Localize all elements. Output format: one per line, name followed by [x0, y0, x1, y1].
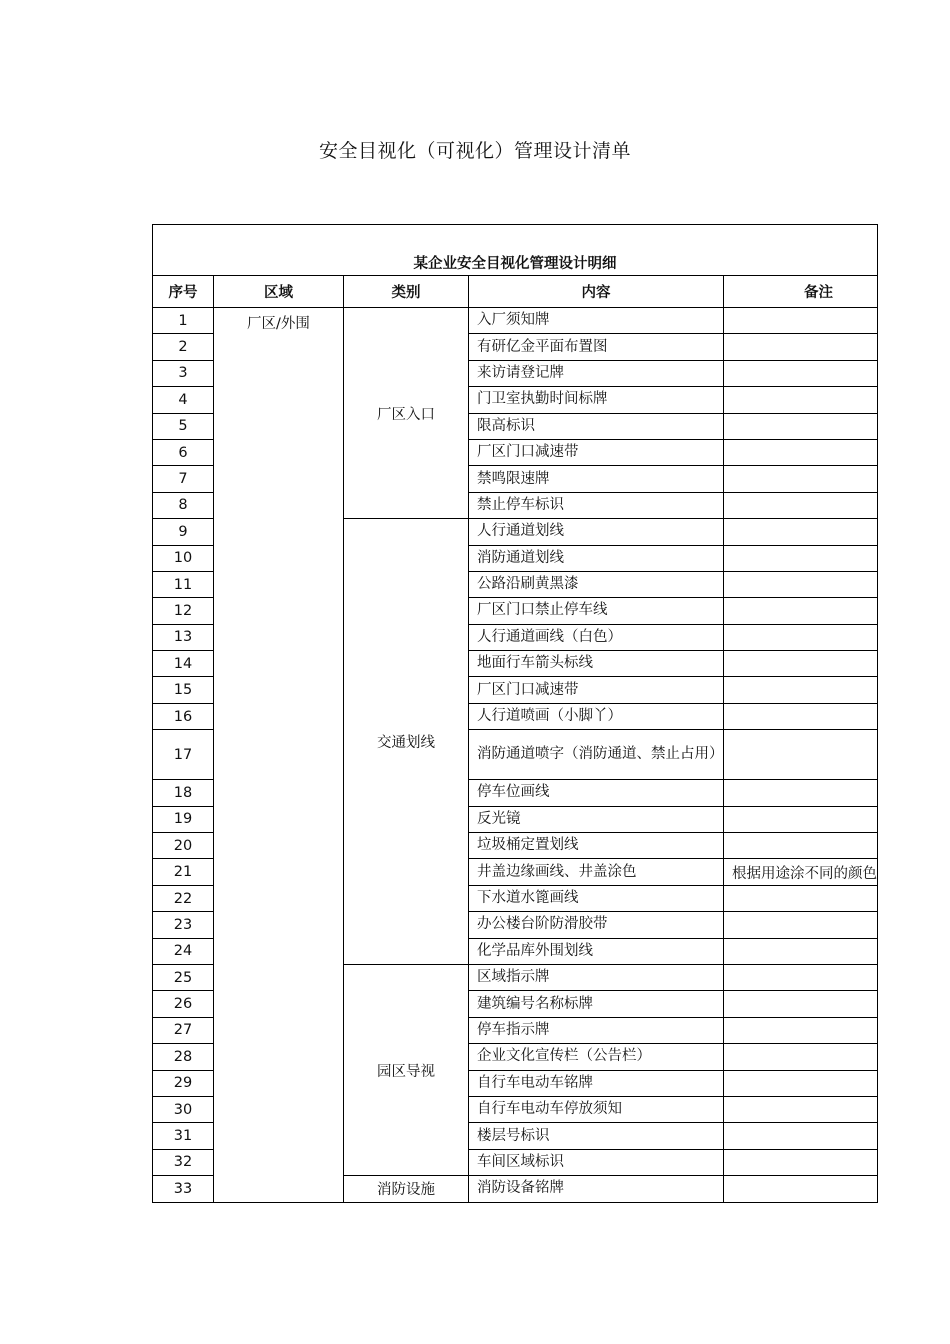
row-number: 23: [153, 912, 214, 938]
content-cell: 门卫室执勤时间标牌: [469, 387, 724, 413]
row-number: 15: [153, 677, 214, 703]
note-cell: [724, 360, 878, 386]
note-cell: [724, 413, 878, 439]
row-number: 33: [153, 1176, 214, 1202]
header-content: 内容: [469, 276, 724, 308]
content-cell: 人行通道画线（白色）: [469, 624, 724, 650]
content-cell: 限高标识: [469, 413, 724, 439]
content-cell: 办公楼台阶防滑胶带: [469, 912, 724, 938]
row-number: 32: [153, 1149, 214, 1175]
table-caption: 某企业安全目视化管理设计明细: [153, 225, 878, 276]
note-cell: [724, 598, 878, 624]
note-cell: [724, 730, 878, 780]
row-number: 16: [153, 703, 214, 729]
table-row: [153, 308, 878, 334]
content-cell: 禁鸣限速牌: [469, 466, 724, 492]
content-cell: 自行车电动车铭牌: [469, 1070, 724, 1096]
content-cell: 厂区门口减速带: [469, 677, 724, 703]
category-cell: 消防设施: [344, 1176, 469, 1202]
row-number: 19: [153, 806, 214, 832]
content-cell: 停车位画线: [469, 780, 724, 806]
content-cell: 企业文化宣传栏（公告栏）: [469, 1044, 724, 1070]
content-cell: 停车指示牌: [469, 1017, 724, 1043]
row-number: 9: [153, 519, 214, 545]
row-number: 4: [153, 387, 214, 413]
design-list-table: [152, 224, 878, 1203]
row-number: 11: [153, 571, 214, 597]
zone-cell: 厂区/外围: [214, 308, 344, 1203]
note-cell: [724, 1149, 878, 1175]
row-number: 14: [153, 651, 214, 677]
note-cell: [724, 780, 878, 806]
row-number: 21: [153, 859, 214, 885]
note-cell: [724, 334, 878, 360]
row-number: 20: [153, 833, 214, 859]
row-number: 28: [153, 1044, 214, 1070]
content-cell: 楼层号标识: [469, 1123, 724, 1149]
row-number: 6: [153, 439, 214, 465]
content-cell: 消防通道划线: [469, 545, 724, 571]
note-cell: [724, 492, 878, 518]
note-cell: [724, 1044, 878, 1070]
note-cell: [724, 1017, 878, 1043]
category-cell: 园区导视: [344, 964, 469, 1175]
note-cell: [724, 703, 878, 729]
content-cell: 来访请登记牌: [469, 360, 724, 386]
content-cell: 地面行车箭头标线: [469, 651, 724, 677]
row-number: 7: [153, 466, 214, 492]
note-cell: [724, 1070, 878, 1096]
row-number: 30: [153, 1096, 214, 1122]
row-number: 5: [153, 413, 214, 439]
row-number: 29: [153, 1070, 214, 1096]
note-cell: [724, 1123, 878, 1149]
note-cell: [724, 806, 878, 832]
note-cell: [724, 624, 878, 650]
note-cell: [724, 912, 878, 938]
content-cell: 人行通道划线: [469, 519, 724, 545]
content-cell: 井盖边缘画线、井盖涂色: [469, 859, 724, 885]
content-cell: 厂区门口禁止停车线: [469, 598, 724, 624]
row-number: 18: [153, 780, 214, 806]
content-cell: 消防设备铭牌: [469, 1176, 724, 1202]
content-cell: 车间区域标识: [469, 1149, 724, 1175]
content-cell: 自行车电动车停放须知: [469, 1096, 724, 1122]
row-number: 12: [153, 598, 214, 624]
category-cell: 厂区入口: [344, 308, 469, 519]
content-cell: 禁止停车标识: [469, 492, 724, 518]
note-cell: [724, 885, 878, 911]
note-cell: [724, 677, 878, 703]
row-number: 27: [153, 1017, 214, 1043]
note-cell: [724, 651, 878, 677]
content-cell: 下水道水篦画线: [469, 885, 724, 911]
note-cell: [724, 833, 878, 859]
row-number: 25: [153, 964, 214, 990]
row-number: 24: [153, 938, 214, 964]
content-cell: 反光镜: [469, 806, 724, 832]
document-title: 安全目视化（可视化）管理设计清单: [318, 140, 631, 162]
content-cell: 厂区门口减速带: [469, 439, 724, 465]
header-category: 类别: [344, 276, 469, 308]
note-cell: [724, 1176, 878, 1202]
table-body: [153, 308, 878, 1203]
note-cell: [724, 1096, 878, 1122]
content-cell: 有研亿金平面布置图: [469, 334, 724, 360]
content-cell: 公路沿刷黄黑漆: [469, 571, 724, 597]
header-zone: 区域: [214, 276, 344, 308]
note-cell: [724, 387, 878, 413]
content-cell: 建筑编号名称标牌: [469, 991, 724, 1017]
note-cell: [724, 571, 878, 597]
row-number: 13: [153, 624, 214, 650]
row-number: 26: [153, 991, 214, 1017]
content-cell: 垃圾桶定置划线: [469, 833, 724, 859]
row-number: 8: [153, 492, 214, 518]
content-cell: 化学品库外围划线: [469, 938, 724, 964]
note-cell: 根据用途涂不同的颜色: [724, 859, 878, 885]
note-cell: [724, 308, 878, 334]
category-cell: 交通划线: [344, 519, 469, 965]
note-cell: [724, 466, 878, 492]
row-number: 31: [153, 1123, 214, 1149]
note-cell: [724, 938, 878, 964]
content-cell: 人行道喷画（小脚丫）: [469, 703, 724, 729]
row-number: 22: [153, 885, 214, 911]
content-cell: 区域指示牌: [469, 964, 724, 990]
header-note: 备注: [724, 276, 878, 308]
row-number: 3: [153, 360, 214, 386]
row-number: 17: [153, 730, 214, 780]
header-no: 序号: [153, 276, 214, 308]
row-number: 10: [153, 545, 214, 571]
note-cell: [724, 964, 878, 990]
note-cell: [724, 519, 878, 545]
note-cell: [724, 439, 878, 465]
note-cell: [724, 991, 878, 1017]
note-cell: [724, 545, 878, 571]
content-cell: 入厂须知牌: [469, 308, 724, 334]
content-cell: 消防通道喷字（消防通道、禁止占用）: [469, 730, 724, 780]
row-number: 2: [153, 334, 214, 360]
row-number: 1: [153, 308, 214, 334]
